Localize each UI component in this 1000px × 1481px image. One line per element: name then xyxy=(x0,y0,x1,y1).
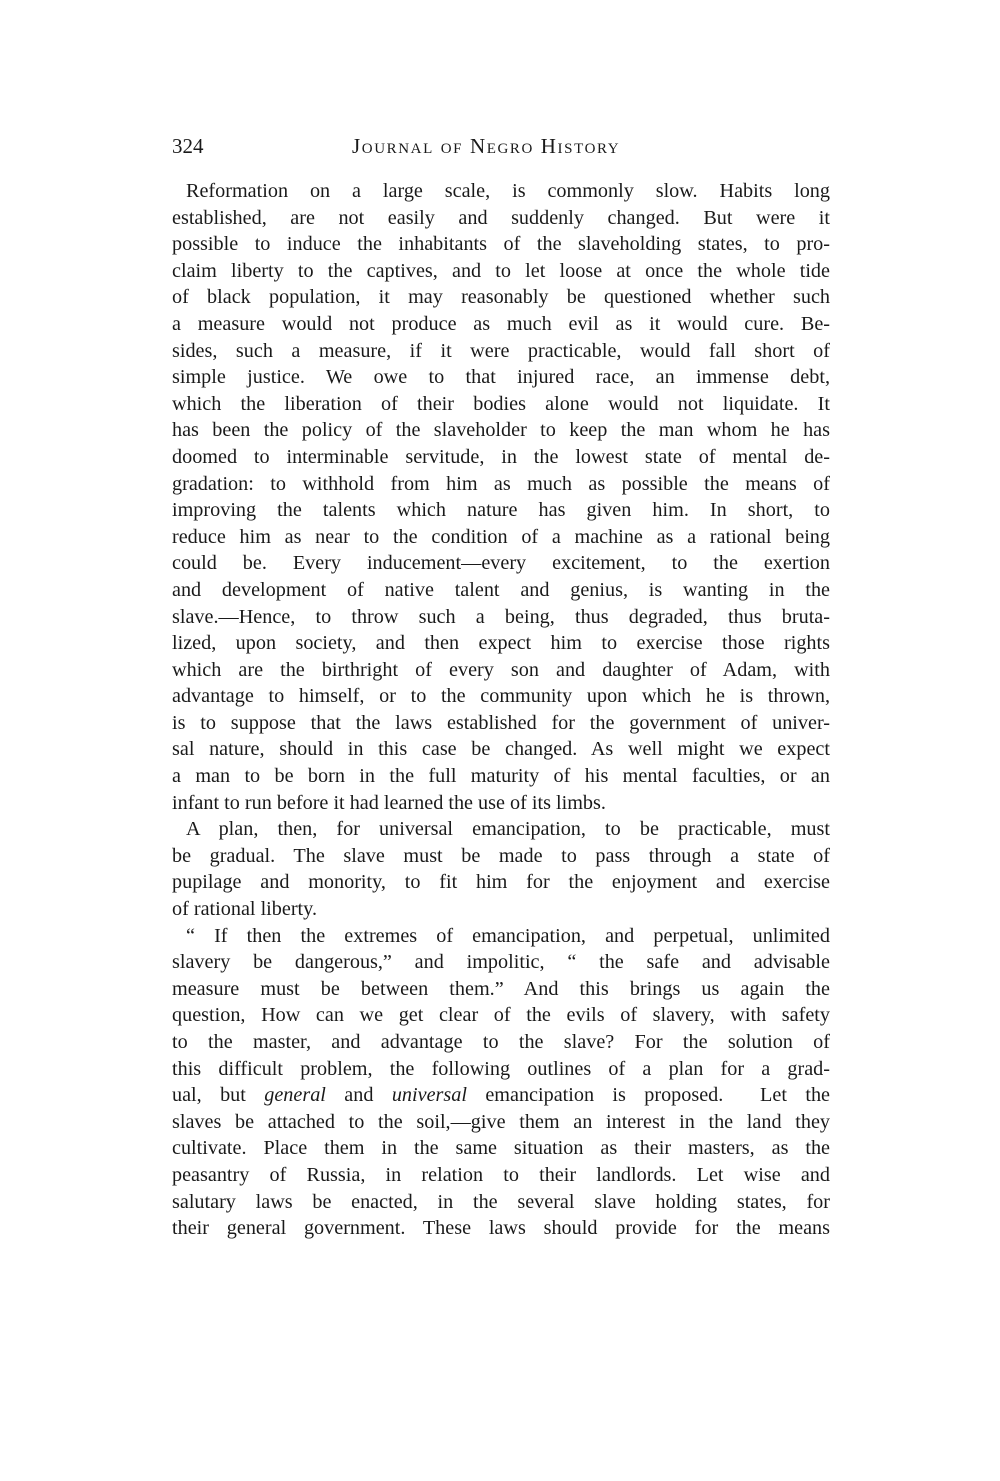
text-line: claim liberty to the captives, and to let loose at once the whole tide xyxy=(172,259,830,282)
text-line: has been the policy of the slaveholder to keep the man whom he has xyxy=(172,419,830,442)
text-line: sal nature, should in this case be changed. As well might we expect xyxy=(172,738,830,761)
text-line: slavery be dangerous,” and impolitic, “ the safe and advisable xyxy=(172,951,830,974)
text-line: is to suppose that the laws established for the government of univer- xyxy=(172,711,830,734)
text-line: slaves be attached to the soil,—give them an interest in the land they xyxy=(172,1110,830,1133)
running-head: Journal of Negro History xyxy=(352,134,621,158)
text-segment: ual, but xyxy=(172,1084,265,1107)
text-line: which the liberation of their bodies alone would not liquidate. It xyxy=(172,392,830,415)
text-line: question, How can we get clear of the evils of slavery, with safety xyxy=(172,1004,830,1027)
text-line: slave.—Hence, to throw such a being, thus degraded, thus bruta- xyxy=(172,605,830,628)
paragraph-1 xyxy=(172,178,830,816)
text-line: salutary laws be enacted, in the several slave holding states, for xyxy=(172,1190,830,1213)
text-line: to the master, and advantage to the slave? For the solution of xyxy=(172,1031,830,1053)
italic-text: general xyxy=(264,1084,326,1107)
text-line: “ If then the extremes of emancipation, and perpetual, unlimited xyxy=(186,924,830,947)
text-line: peasantry of Russia, in relation to their landlords. Let wise and xyxy=(172,1163,830,1186)
text-line: this difficult problem, the following outlines of a plan for a grad- xyxy=(172,1057,830,1080)
text-line: of black population, it may reasonably be questioned whether such xyxy=(172,286,830,309)
text-line: reduce him as near to the condition of a machine as a rational being xyxy=(172,525,830,548)
text-line: which are the birthright of every son and daughter of Adam, with xyxy=(172,658,830,681)
text-line: measure must be between them.” And this brings us again the xyxy=(172,977,830,1000)
text-line: cultivate. Place them in the same situation as their masters, as the xyxy=(172,1137,830,1160)
text-line: and development of native talent and genius, is wanting in the xyxy=(172,578,830,601)
text-line: advantage to himself, or to the community upon which he is thrown, xyxy=(172,685,830,708)
text-line: improving the talents which nature has given him. In short, to xyxy=(172,499,830,522)
page-number: 324 xyxy=(172,134,204,158)
text-line: infant to run before it had learned the use of its limbs. xyxy=(172,791,606,814)
text-line: possible to induce the inhabitants of the slaveholding states, to pro- xyxy=(172,233,830,256)
text-line: sides, such a measure, if it were practicable, would fall short of xyxy=(172,339,830,362)
text-line-mixed xyxy=(172,1082,830,1109)
paragraph-2 xyxy=(172,816,830,922)
text-line: simple justice. We owe to that injured race, an immense debt, xyxy=(172,366,830,389)
text-line: their general government. These laws should provide for the means xyxy=(172,1217,830,1240)
italic-text: universal xyxy=(391,1084,467,1107)
text-line: a man to be born in the full maturity of his mental faculties, or an xyxy=(172,765,830,788)
text-segment: emancipation is proposed. Let the xyxy=(466,1084,830,1107)
text-line: could be. Every inducement—every excitement, to the exertion xyxy=(172,552,830,575)
text-line: A plan, then, for universal emancipation, to be practicable, must xyxy=(186,818,830,841)
body-text xyxy=(172,178,830,1242)
paragraph-3 xyxy=(172,923,830,1242)
text-line: doomed to interminable servitude, in the lowest state of mental de- xyxy=(172,445,830,468)
text-line: a measure would not produce as much evil as it would cure. Be- xyxy=(172,312,830,335)
text-line: gradation: to withhold from him as much as possible the means of xyxy=(172,472,830,495)
text-line: of rational liberty. xyxy=(172,898,317,921)
text-line: established, are not easily and suddenly changed. But were it xyxy=(172,206,830,229)
text-segment: and xyxy=(325,1084,392,1107)
text-line: pupilage and monority, to fit him for the enjoyment and exercise xyxy=(172,871,830,894)
text-line: be gradual. The slave must be made to pass through a state of xyxy=(172,844,830,867)
text-line: Reformation on a large scale, is commonly slow. Habits long xyxy=(186,180,830,202)
page-header xyxy=(172,131,832,161)
text-line: lized, upon society, and then expect him to exercise those rights xyxy=(172,632,830,655)
